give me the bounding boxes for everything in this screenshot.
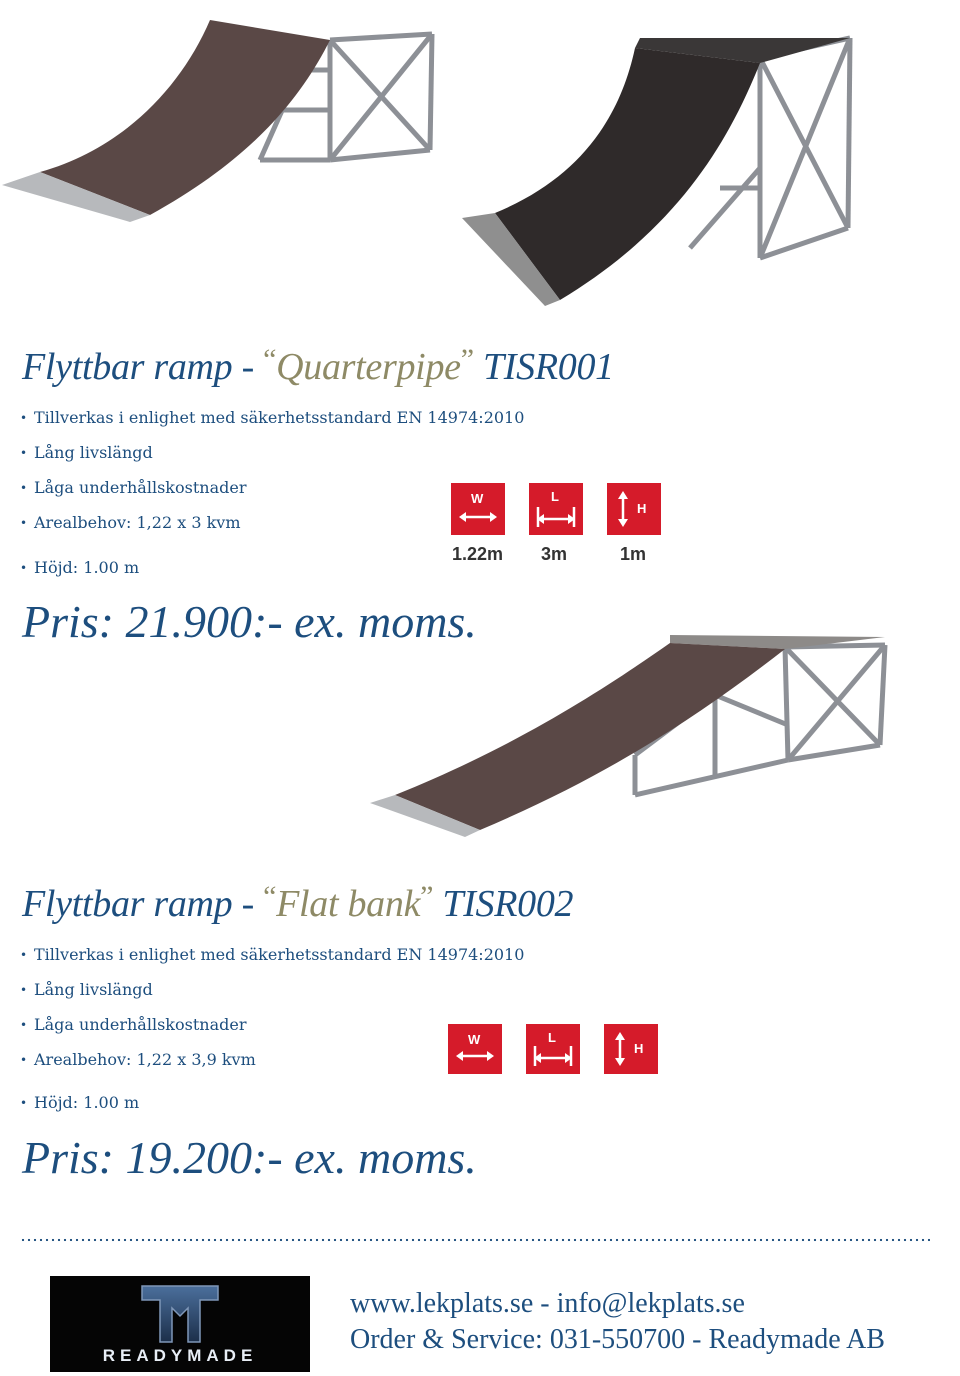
dotted-divider (20, 1238, 930, 1242)
feature-item (20, 1085, 524, 1120)
price-1: Pris: 21.900:- ex. moms. (22, 596, 477, 647)
product-title-1 (22, 345, 614, 389)
feature-text: Låga underhållskostnader (34, 1015, 247, 1034)
feature-text: Arealbehov: 1,22 x 3 kvm (34, 513, 241, 532)
quote-mark-close: ” (460, 343, 474, 376)
dimension-letter: W (468, 1032, 481, 1047)
bullet: • (20, 947, 28, 962)
feature-text: Arealbehov: 1,22 x 3,9 kvm (34, 1050, 256, 1069)
dimension-letter: L (551, 489, 559, 504)
product-title-2 (22, 882, 573, 926)
feature-text: Låga underhållskostnader (34, 478, 247, 497)
dimension-letter: L (548, 1030, 556, 1045)
price-2: Pris: 19.200:- ex. moms. (22, 1132, 477, 1183)
height-icon (604, 1024, 658, 1074)
bullet: • (20, 515, 28, 530)
dimension-letter: H (634, 1041, 644, 1056)
width-icon (448, 1024, 502, 1074)
feature-item (20, 937, 524, 972)
width-icon (451, 483, 505, 535)
product-name: Flat bank (276, 883, 421, 925)
feature-text: Höjd: 1.00 m (34, 1093, 140, 1112)
product-code: TISR002 (442, 883, 574, 925)
bullet: • (20, 1052, 28, 1067)
height-icon (607, 483, 661, 535)
feature-item (20, 470, 524, 505)
flat-bank-image (370, 625, 890, 840)
product-name: Quarterpipe (276, 346, 461, 388)
length-icon (529, 483, 583, 535)
product-code: TISR001 (482, 346, 614, 388)
dimension-value-width: 1.22m (452, 544, 504, 564)
readymade-logo (50, 1276, 310, 1372)
quarterpipe-image-1 (0, 10, 440, 240)
bullet: • (20, 480, 28, 495)
length-icon (526, 1024, 580, 1074)
title-prefix: Flyttbar ramp - (22, 346, 264, 388)
footer-order-service: Order & Service: 031-550700 - Readymade AB (350, 1324, 885, 1355)
feature-text: Lång livslängd (34, 980, 153, 999)
feature-text: Tillverkas i enlighet med säkerhetsstandard EN 14974:2010 (34, 408, 525, 427)
dimension-value-length: 3m (541, 544, 568, 564)
feature-text: Tillverkas i enlighet med säkerhetsstandard EN 14974:2010 (34, 945, 525, 964)
feature-item (20, 972, 524, 1007)
feature-item (20, 505, 524, 540)
bullet: • (20, 560, 28, 575)
feature-list-1 (20, 400, 524, 585)
dimension-letter: H (637, 501, 647, 516)
logo-wordmark: READYMADE (102, 1346, 258, 1365)
readymade-logo-mark (50, 1276, 310, 1372)
bullet: • (20, 982, 28, 997)
bullet: • (20, 1095, 28, 1110)
quote-mark-open: “ (263, 343, 277, 376)
quote-mark-close: ” (420, 880, 434, 913)
quote-mark-open: “ (263, 880, 277, 913)
feature-item (20, 435, 524, 470)
bullet: • (20, 445, 28, 460)
feature-text: Lång livslängd (34, 443, 153, 462)
title-prefix: Flyttbar ramp - (22, 883, 264, 925)
dimension-value-height: 1m (620, 544, 647, 564)
dimension-letter: W (471, 491, 484, 506)
bullet: • (20, 1017, 28, 1032)
bullet: • (20, 410, 28, 425)
feature-text: Höjd: 1.00 m (34, 558, 140, 577)
feature-item (20, 550, 524, 585)
feature-item (20, 400, 524, 435)
quarterpipe-image-2 (450, 8, 860, 308)
footer-contact: www.lekplats.se - info@lekplats.se (350, 1288, 745, 1319)
